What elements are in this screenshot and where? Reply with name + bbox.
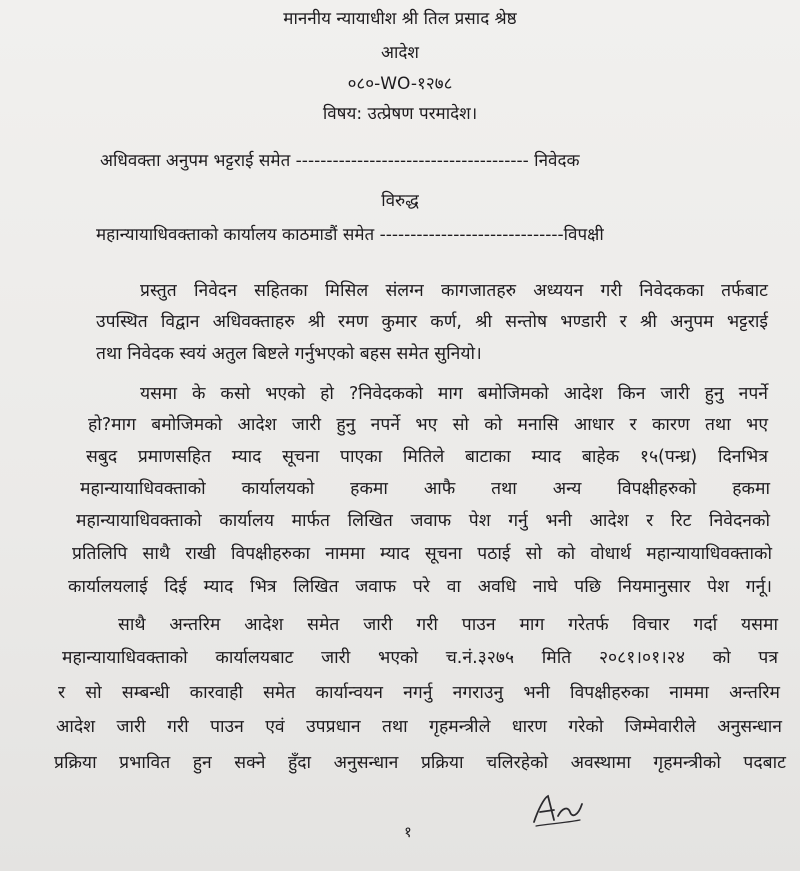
body-line: तथा निवेदक स्वयं अतुल बिष्टले गर्नुभएको बहस समेत सुनियो। [96, 344, 482, 364]
respondent-line: महान्यायाधिवक्ताको कार्यालय काठमाडौं समेत ------------------------------विपक्षी [96, 225, 604, 245]
body-line: उपस्थित विद्वान अधिवक्ताहरु श्री रमण कुमार कर्ण, श्री सन्तोष भण्डारी र श्री अनुपम भट्टराई [96, 312, 768, 332]
body-line: महान्यायाधिवक्ताको कार्यालयबाट जारी भएको च.नं.३२७५ मिति २०८१।०१।२४ को पत्र [62, 648, 778, 668]
subject-line: विषय: उत्प्रेषण परमादेश। [322, 104, 478, 124]
body-line: कार्यालयलाई दिई म्याद भित्र लिखित जवाफ परे वा अवधि नाघे पछि नियमानुसार पेश गर्नू। [68, 577, 772, 597]
body-line: हो?माग बमोजिमको आदेश जारी हुनु नपर्ने भए सो को मनासि आधार र कारण तथा भए [88, 415, 768, 435]
versus-label: विरुद्ध [381, 191, 419, 211]
body-line: सबुद प्रमाणसहित म्याद सूचना पाएका मितिले बाटाका म्याद बाहेक १५(पन्ध्र) दिनभित्र [86, 447, 768, 467]
body-line: प्रक्रिया प्रभावित हुन सक्ने हुँदा अनुसन्धान प्रक्रिया चलिरहेको अवस्थामा गृहमन्त्रीको पदबाट [54, 753, 786, 773]
body-line: महान्यायाधिवक्ताको कार्यालयको हकमा आफै तथा अन्य विपक्षीहरुको हकमा [80, 479, 770, 499]
case-number: ०८०-WO-१२७८ [347, 74, 453, 94]
judge-name: माननीय न्यायाधीश श्री तिल प्रसाद श्रेष्ठ [283, 9, 517, 29]
petitioner-line: अधिवक्ता अनुपम भट्टराई समेत -------------------------------------- निवेदक [100, 151, 580, 171]
page-number: १ [404, 823, 412, 841]
signature-mark [528, 790, 588, 830]
order-title: आदेश [381, 43, 419, 63]
body-line: यसमा के कसो भएको हो ?निवेदकको माग बमोजिमको आदेश किन जारी हुनु नपर्ने [140, 384, 768, 404]
body-line: आदेश जारी गरी पाउन एवं उपप्रधान तथा गृहमन्त्रीले धारण गरेको जिम्मेवारीले अनुसन्धान [56, 717, 782, 737]
body-line: र सो सम्बन्धी कारवाही समेत कार्यान्वयन नगर्नु नगराउनु भनी विपक्षीहरुका नाममा अन्तरिम [58, 683, 780, 703]
body-line: प्रतिलिपि साथै राखी विपक्षीहरुका नाममा म्याद सूचना पठाई सो को वोधार्थ महान्यायाधिवक्ताको [72, 544, 772, 564]
body-line: साथै अन्तरिम आदेश समेत जारी गरी पाउन माग गरेतर्फ विचार गर्दा यसमा [118, 615, 778, 635]
body-line: महान्यायाधिवक्ताको कार्यालय मार्फत लिखित जवाफ पेश गर्नु भनी आदेश र रिट निवेदनको [76, 511, 770, 531]
body-line: प्रस्तुत निवेदन सहितका मिसिल संलग्न कागजातहरु अध्ययन गरी निवेदकका तर्फबाट [140, 281, 768, 301]
